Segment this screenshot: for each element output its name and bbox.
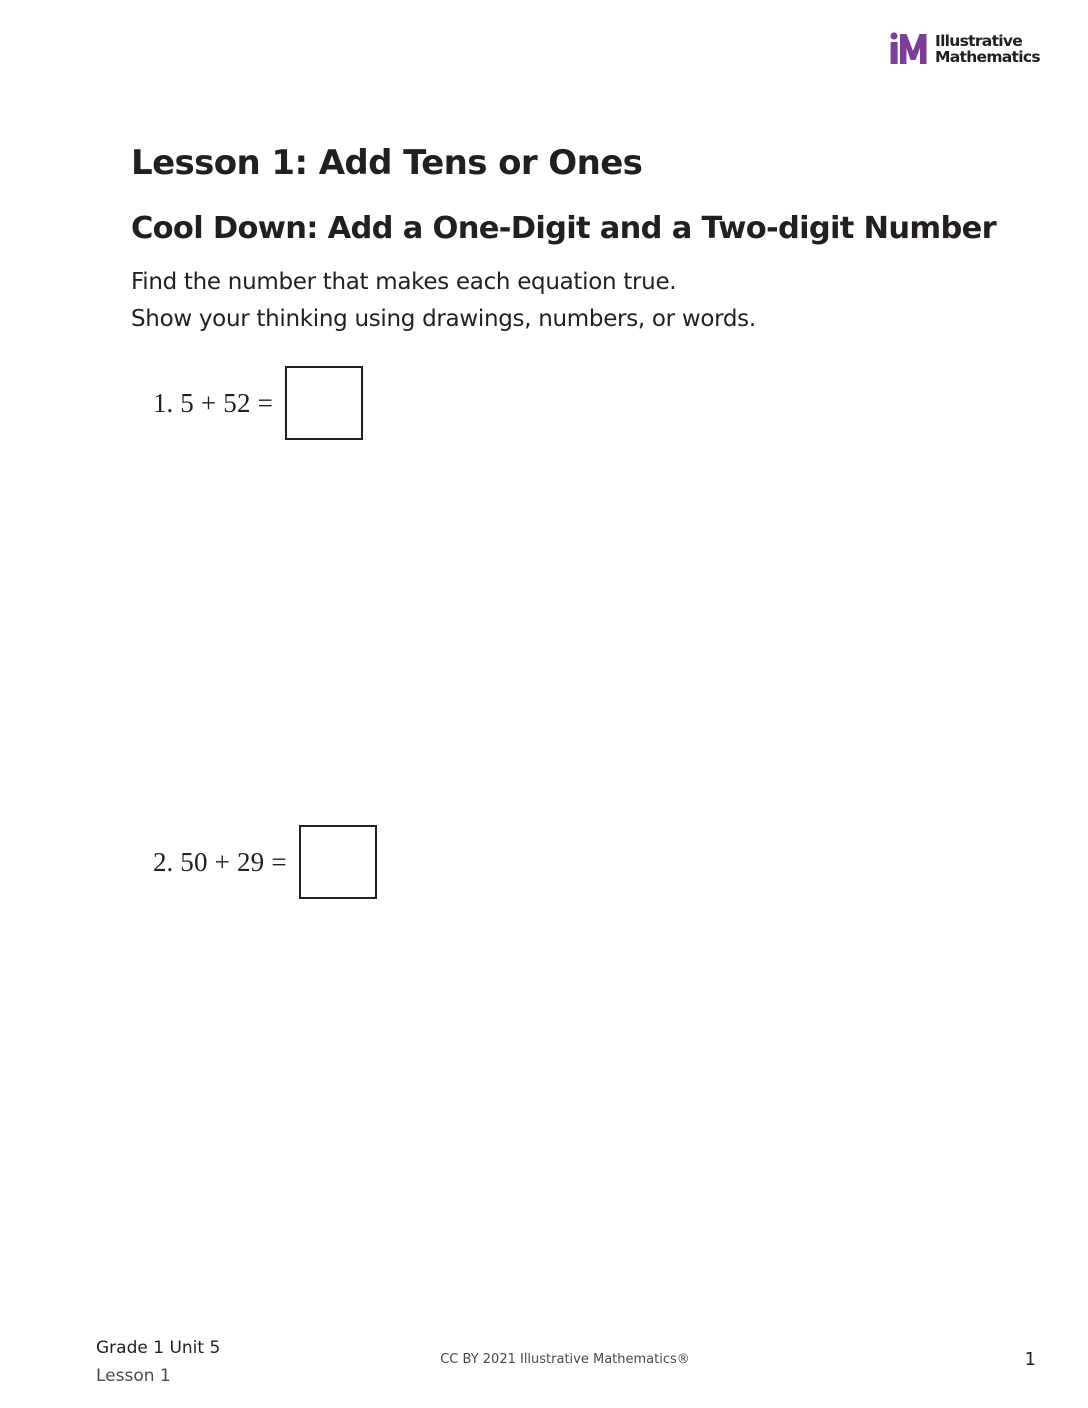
instruction-line: Find the number that makes each equation true. — [131, 269, 677, 295]
answer-box[interactable] — [285, 366, 363, 440]
problem-expression: 50 + 29 = — [180, 846, 287, 877]
im-logo-icon — [889, 32, 929, 66]
answer-box[interactable] — [299, 825, 377, 899]
logo-line-1: Illustrative — [935, 32, 1023, 50]
footer-lesson: Lesson 1 — [96, 1366, 171, 1386]
problem-number: 1. — [153, 387, 174, 418]
footer-grade-unit: Grade 1 Unit 5 — [96, 1338, 221, 1358]
instructions — [131, 264, 756, 338]
footer-copyright: CC BY 2021 Illustrative Mathematics® — [440, 1352, 690, 1367]
logo-wordmark — [935, 33, 1040, 65]
page-number: 1 — [1024, 1349, 1036, 1370]
section-title: Cool Down: Add a One-Digit and a Two-digit Number — [131, 211, 996, 246]
logo-line-2: Mathematics — [935, 48, 1040, 66]
illustrative-mathematics-logo — [889, 31, 1040, 67]
lesson-title: Lesson 1: Add Tens or Ones — [131, 143, 643, 183]
instruction-line: Show your thinking using drawings, numbers, or words. — [131, 306, 756, 332]
problem-1 — [153, 366, 363, 440]
problem-2 — [153, 825, 377, 899]
problem-number: 2. — [153, 846, 174, 877]
problem-expression: 5 + 52 = — [180, 387, 274, 418]
